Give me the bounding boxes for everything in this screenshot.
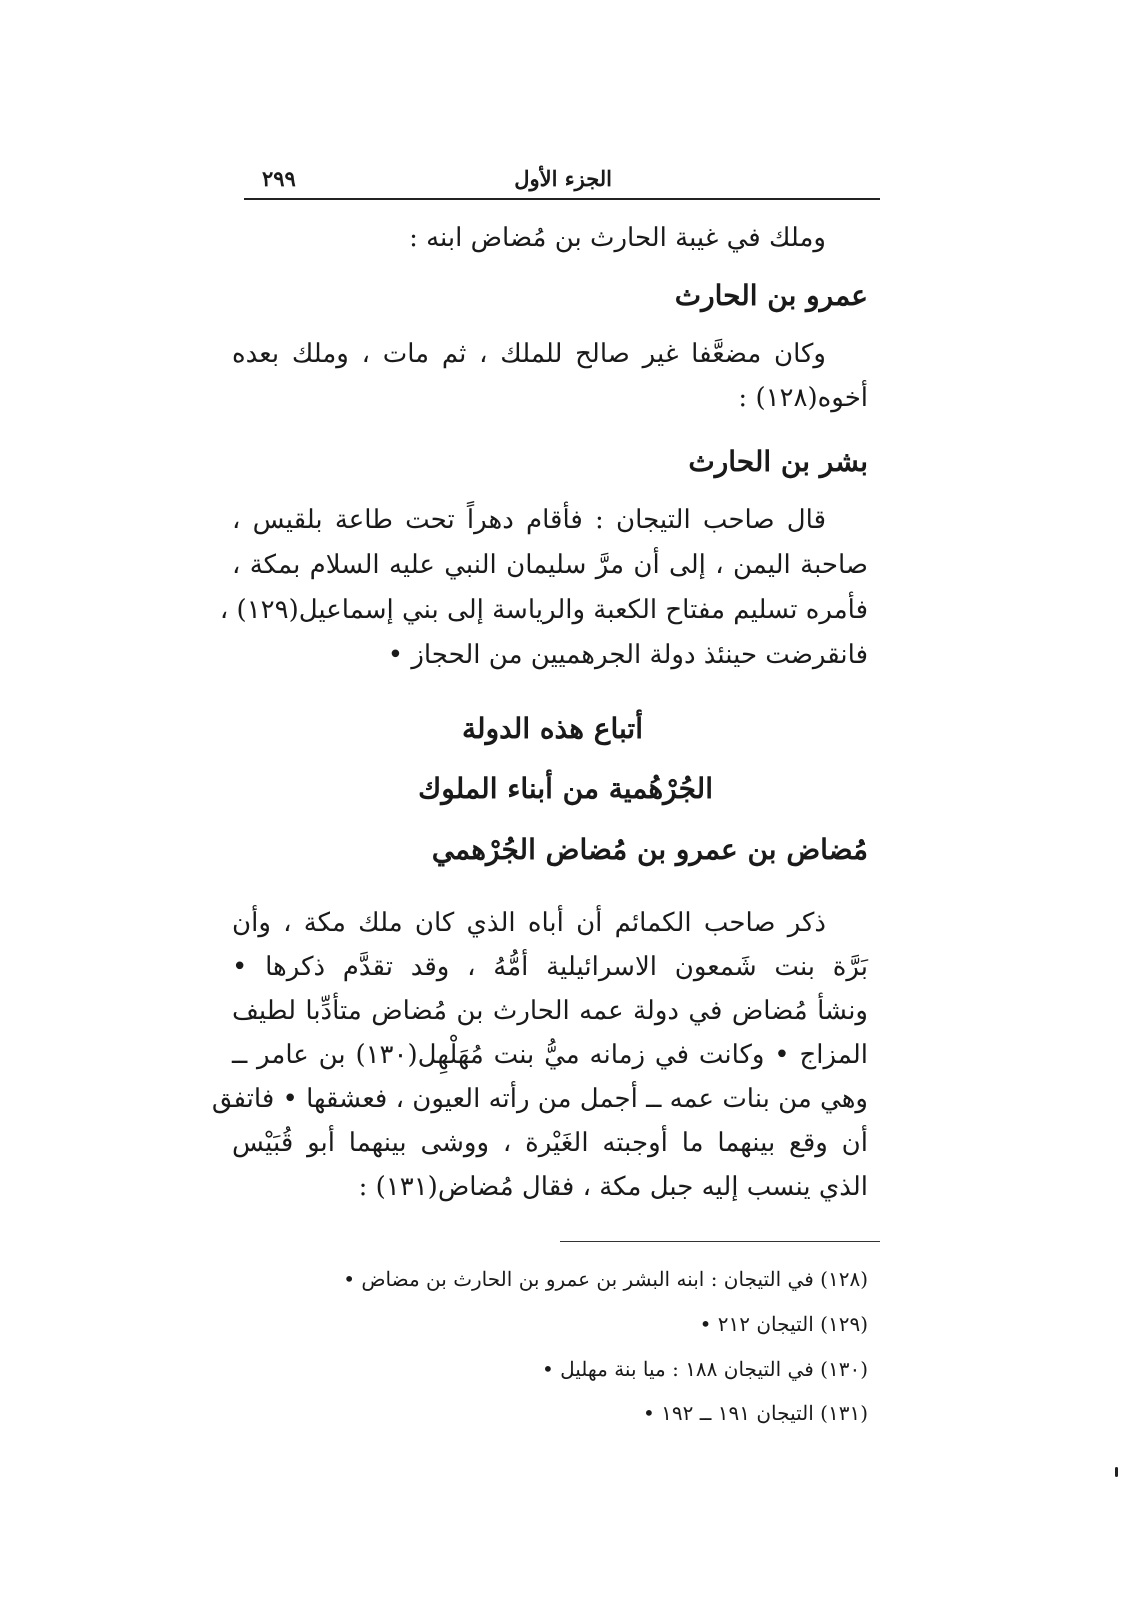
footnote-128: (١٢٨) في التيجان : ابنه البشر بن عمرو بن الحارث بن مضاض • xyxy=(343,1267,868,1291)
footnote-130: (١٣٠) في التيجان ١٨٨ : ميا بنة مهليل • xyxy=(541,1357,868,1381)
paragraph-line: وكان مضعَّفا غير صالح للملك ، ثم مات ، وملك بعده xyxy=(232,339,826,369)
paragraph-line: الذي ينسب إليه جبل مكة ، فقال مُضاض(١٣١) : xyxy=(358,1172,868,1202)
running-title: الجزء الأول xyxy=(514,166,612,191)
paragraph-line: صاحبة اليمن ، إلى أن مرَّ سليمان النبي عليه السلام بمكة ، xyxy=(232,550,868,580)
paragraph-line: أخوه(١٢٨) : xyxy=(738,383,868,413)
intro-line: وملك في غيبة الحارث بن مُضاض ابنه : xyxy=(409,223,826,253)
paragraph-line: المزاج • وكانت في زمانه ميُّ بنت مُهَلْهِل(١٣٠) بن عامر ــ xyxy=(232,1040,868,1070)
paragraph-line: فأمره تسليم مفتاح الكعبة والرياسة إلى بني إسماعيل(١٢٩) ، xyxy=(219,595,868,625)
paragraph-line: وهي من بنات عمه ــ أجمل من رأته العيون ، فعشقها • فاتفق xyxy=(211,1084,868,1114)
heading-jurhumiya: الجُرْهُمية من أبناء الملوك xyxy=(418,772,713,805)
heading-amr-bin-harith: عمرو بن الحارث xyxy=(674,279,868,312)
heading-bishr-bin-harith: بشر بن الحارث xyxy=(688,445,868,478)
paragraph-line: بَرَّة بنت شَمعون الاسرائيلية أمُّهُ ، وقد تقدَّم ذكرها • xyxy=(232,952,868,982)
paragraph-line: أن وقع بينهما ما أوجبته الغَيْرة ، ووشى بينهما أبو قُبَيْس xyxy=(232,1128,868,1158)
paragraph-line: ذكر صاحب الكمائم أن أباه الذي كان ملك مكة ، وأن xyxy=(232,908,826,938)
paragraph-line: فانقرضت حينئذ دولة الجرهميين من الحجاز • xyxy=(387,640,868,670)
footnote-separator xyxy=(560,1241,880,1242)
footnote-131: (١٣١) التيجان ١٩١ ــ ١٩٢ • xyxy=(642,1401,868,1425)
paragraph-line: قال صاحب التيجان : فأقام دهراً تحت طاعة بلقيس ، xyxy=(232,505,826,535)
scan-mark xyxy=(1115,1467,1118,1477)
page-number: ٢٩٩ xyxy=(262,166,296,191)
heading-mudad: مُضاض بن عمرو بن مُضاض الجُرْهمي xyxy=(431,833,868,866)
heading-followers: أتباع هذه الدولة xyxy=(462,712,643,745)
paragraph-line: ونشأ مُضاض في دولة عمه الحارث بن مُضاض متأدِّبا لطيف xyxy=(232,996,868,1026)
running-header xyxy=(244,162,880,200)
footnote-129: (١٢٩) التيجان ٢١٢ • xyxy=(699,1312,868,1336)
